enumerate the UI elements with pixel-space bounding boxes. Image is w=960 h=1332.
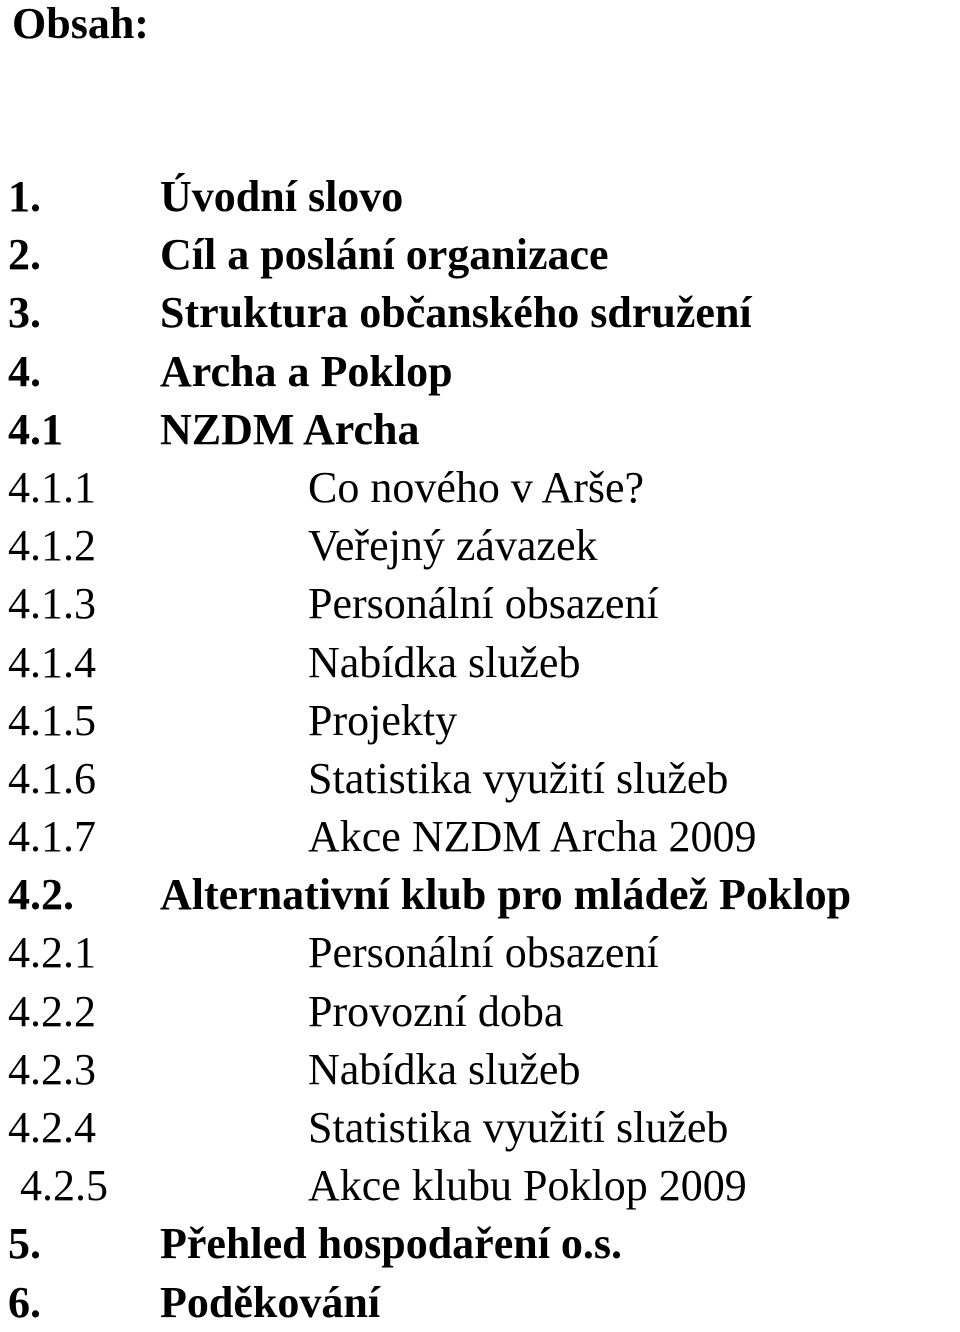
toc-entry	[0, 1215, 960, 1273]
toc-number: 6.	[8, 1277, 41, 1327]
toc-entry	[0, 401, 960, 459]
toc-title: Provozní doba	[308, 986, 564, 1036]
toc-title: NZDM Archa	[160, 404, 420, 454]
toc-entry	[0, 808, 960, 866]
toc-title: Přehled hospodaření o.s.	[160, 1219, 623, 1269]
toc-title: Veřejný závazek	[308, 521, 598, 571]
toc-entry	[0, 1041, 960, 1099]
toc-number: 4.1.4	[8, 637, 96, 687]
toc-title: Nabídka služeb	[308, 637, 581, 687]
toc-number: 4.1.2	[8, 521, 96, 571]
toc-number: 4.2.5	[20, 1161, 108, 1211]
toc-number: 4.1.7	[8, 812, 96, 862]
toc-entry	[0, 1099, 960, 1157]
toc-number: 5.	[8, 1219, 41, 1269]
toc-entry	[0, 866, 960, 924]
toc-number: 4.1.6	[8, 753, 96, 803]
page-title: Obsah:	[12, 0, 149, 48]
toc-number: 4.2.	[8, 870, 74, 920]
toc-entry	[0, 1274, 960, 1332]
toc-entry	[0, 343, 960, 401]
toc-entry	[0, 924, 960, 982]
toc-title: Poděkování	[160, 1277, 381, 1327]
toc-title: Nabídka služeb	[308, 1044, 581, 1094]
toc-number: 2.	[8, 230, 41, 280]
toc-title: Personální obsazení	[308, 579, 659, 629]
toc-number: 4.2.4	[8, 1103, 96, 1152]
toc-title: Struktura občanského sdružení	[160, 288, 752, 338]
toc-entry	[0, 750, 960, 808]
toc-entry	[0, 459, 960, 517]
toc-entry	[0, 983, 960, 1041]
toc-title: Co nového v Arše?	[308, 462, 645, 512]
toc-title: Alternativní klub pro mládež Poklop	[160, 870, 852, 920]
toc-title: Archa a Poklop	[160, 346, 453, 396]
toc-title: Akce NZDM Archa 2009	[308, 812, 757, 862]
toc-entry	[0, 575, 960, 633]
toc-entry	[0, 284, 960, 342]
toc-number: 4.1.3	[8, 579, 96, 629]
toc-entry	[0, 692, 960, 750]
toc-title: Personální obsazení	[308, 928, 659, 978]
toc-number: 3.	[8, 288, 41, 338]
toc-entry	[0, 168, 960, 226]
toc-number: 4.1.1	[8, 462, 96, 512]
toc-title: Projekty	[308, 695, 458, 745]
toc-number: 4.	[8, 346, 41, 396]
toc-number: 4.2.2	[8, 986, 96, 1036]
toc-number: 4.2.3	[8, 1044, 96, 1094]
toc-entry	[0, 517, 960, 575]
toc-entry	[0, 226, 960, 284]
toc-title: Statistika využití služeb	[308, 1103, 729, 1152]
toc-entry	[0, 1157, 960, 1215]
toc-number: 4.1	[8, 404, 63, 454]
table-of-contents	[0, 168, 960, 1332]
toc-number: 4.1.5	[8, 695, 96, 745]
toc-title: Statistika využití služeb	[308, 753, 729, 803]
toc-title: Akce klubu Poklop 2009	[308, 1161, 747, 1211]
toc-title: Úvodní slovo	[160, 172, 404, 221]
toc-title: Cíl a poslání organizace	[160, 230, 609, 280]
toc-entry	[0, 634, 960, 692]
toc-number: 4.2.1	[8, 928, 96, 978]
toc-number: 1.	[8, 172, 41, 221]
